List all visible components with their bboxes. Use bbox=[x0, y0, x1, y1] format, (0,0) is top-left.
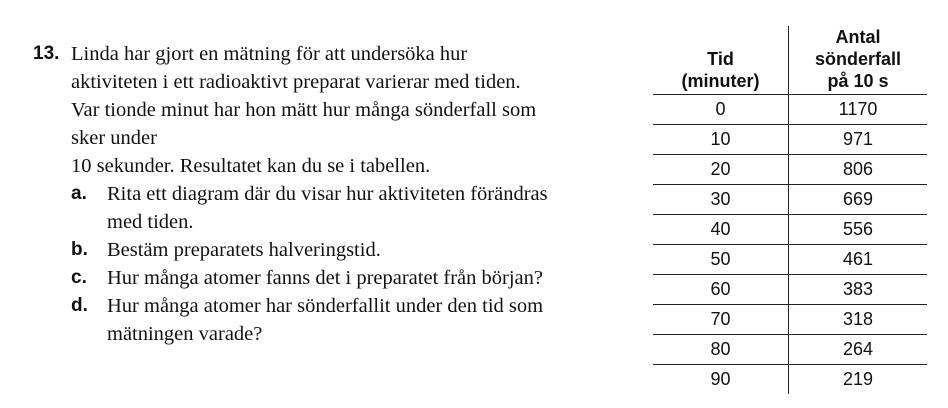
cell-count: 806 bbox=[789, 155, 928, 185]
table-row bbox=[653, 185, 927, 215]
subquestion-text bbox=[107, 292, 648, 348]
subquestion-text bbox=[107, 264, 648, 292]
cell-count: 1170 bbox=[789, 95, 928, 125]
intro-line: aktiviteten i ett radioaktivt preparat varierar med tiden. bbox=[71, 71, 521, 93]
subquestion-b bbox=[71, 236, 648, 264]
cell-count: 461 bbox=[789, 245, 928, 275]
table-row bbox=[653, 155, 927, 185]
table-row bbox=[653, 275, 927, 305]
intro-line: sker under bbox=[71, 127, 157, 149]
decay-data-table bbox=[653, 26, 927, 394]
cell-time: 80 bbox=[653, 335, 789, 365]
cell-count: 669 bbox=[789, 185, 928, 215]
subquestion-line: Hur många atomer har sönderfallit under den tid som bbox=[107, 295, 544, 317]
subquestion-letter: c. bbox=[71, 267, 87, 288]
subquestion-text bbox=[107, 236, 648, 264]
subquestion-line: Hur många atomer fanns det i preparatet från början? bbox=[107, 267, 543, 289]
table-row bbox=[653, 125, 927, 155]
table-row bbox=[653, 95, 927, 125]
cell-time: 0 bbox=[653, 95, 789, 125]
cell-time: 20 bbox=[653, 155, 789, 185]
table-header-row bbox=[653, 26, 927, 95]
intro-line: 10 sekunder. Resultatet kan du se i tabellen. bbox=[71, 155, 431, 177]
header-count-line: på 10 s bbox=[827, 71, 889, 91]
subquestion-line: Rita ett diagram där du visar hur aktiviteten förändras bbox=[107, 183, 548, 205]
table-row bbox=[653, 245, 927, 275]
problem-intro bbox=[71, 40, 648, 180]
intro-line: Linda har gjort en mätning för att undersöka hur bbox=[71, 43, 468, 65]
subquestion-line: med tiden. bbox=[107, 211, 194, 233]
cell-time: 90 bbox=[653, 365, 789, 395]
header-time-line: (minuter) bbox=[681, 71, 760, 91]
intro-line: Var tionde minut har hon mätt hur många sönderfall som bbox=[71, 99, 537, 121]
table-row bbox=[653, 365, 927, 395]
cell-time: 10 bbox=[653, 125, 789, 155]
header-time-line: Tid bbox=[707, 49, 734, 69]
table-row bbox=[653, 215, 927, 245]
cell-time: 70 bbox=[653, 305, 789, 335]
subquestion-a bbox=[71, 180, 648, 236]
cell-time: 30 bbox=[653, 185, 789, 215]
header-count bbox=[789, 26, 928, 95]
header-time bbox=[653, 26, 789, 95]
header-count-line: Antal bbox=[835, 27, 881, 47]
cell-time: 40 bbox=[653, 215, 789, 245]
problem-13 bbox=[33, 40, 648, 348]
subquestion-d bbox=[71, 292, 648, 348]
cell-count: 318 bbox=[789, 305, 928, 335]
cell-count: 383 bbox=[789, 275, 928, 305]
subquestion-list bbox=[71, 180, 648, 348]
subquestion-line: mätningen varade? bbox=[107, 323, 263, 345]
table-row bbox=[653, 305, 927, 335]
subquestion-text bbox=[107, 180, 648, 236]
subquestion-c bbox=[71, 264, 648, 292]
cell-time: 60 bbox=[653, 275, 789, 305]
cell-count: 556 bbox=[789, 215, 928, 245]
cell-time: 50 bbox=[653, 245, 789, 275]
subquestion-letter: b. bbox=[71, 239, 88, 260]
cell-count: 219 bbox=[842, 369, 874, 389]
cell-count: 264 bbox=[789, 335, 928, 365]
cell-count: 971 bbox=[789, 125, 928, 155]
subquestion-letter: a. bbox=[71, 183, 87, 204]
table-row bbox=[653, 335, 927, 365]
problem-number: 13. bbox=[33, 43, 60, 64]
subquestion-letter: d. bbox=[71, 295, 88, 316]
header-count-line: sönderfall bbox=[814, 49, 902, 69]
subquestion-line: Bestäm preparatets halveringstid. bbox=[107, 239, 381, 261]
